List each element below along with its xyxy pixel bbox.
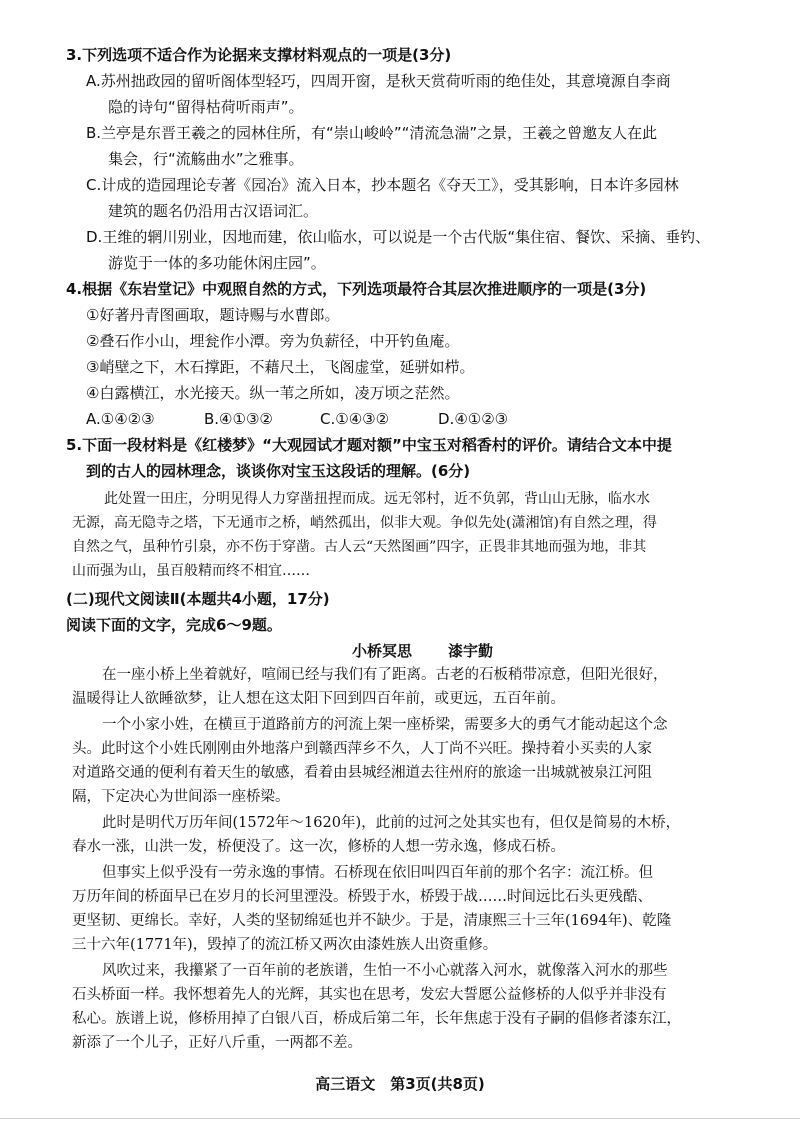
- question-4-choice-a: A.①④②③: [86, 410, 155, 428]
- question-4-choice-c: C.①④③②: [320, 410, 390, 428]
- question-4-choice-b: B.④①③②: [204, 410, 273, 428]
- page-footer: 高三语文 第3页(共8页): [315, 1075, 485, 1093]
- article-line-7: 此时是明代万历年间(1572年～1620年)，此前的过河之处其实也有，但仅是简易的木桥，: [102, 815, 681, 831]
- article-line-11: 更坚韧、更绵长。幸好，人类的坚韧绵延也并不缺少。于是，清康熙三十三年(1694年)、乾隆: [72, 913, 672, 929]
- article-line-6: 隔，下定决心为世间添一座桥梁。: [72, 789, 290, 805]
- question-4-stem: 4.根据《东岩堂记》中观照自然的方式，下列选项最符合其层次推进顺序的一项是(3分): [66, 280, 647, 298]
- question-5-stem-line-2: 到的古人的园林理念，谈谈你对宝玉这段话的理解。(6分): [86, 462, 471, 480]
- article-title: 小桥冥思: [352, 642, 413, 660]
- question-4-item-3: ③峭壁之下，木石撑距，不藉尺土，飞阁虚堂，延骈如栉。: [86, 358, 475, 376]
- question-3-option-d-line-2: 游览于一体的多功能休闲庄园”。: [108, 254, 326, 272]
- article-line-3: 一个小家小姓，在横亘于道路前方的河流上架一座桥梁，需要多大的勇气才能动起这个念: [102, 717, 668, 733]
- footer-divider: [0, 1118, 800, 1119]
- question-3-option-a-line-1: A.苏州拙政园的留听阁体型轻巧，四周开窗，是秋天赏荷听雨的绝佳处，其意境源自李商: [86, 72, 671, 90]
- question-3-option-b-line-1: B.兰亭是东晋王羲之的园林住所，有“崇山峻岭”“清流急湍”之景，王羲之曾邀友人在此: [86, 124, 658, 142]
- question-5-stem-line-1: 5.下面一段材料是《红楼梦》“大观园试才题对额”中宝玉对稻香村的评价。请结合文本中提: [66, 436, 672, 454]
- article-line-13: 风吹过来，我攥紧了一百年前的老族谱，生怕一不小心就落入河水，就像落入河水的那些: [102, 963, 668, 979]
- section-heading: (二)现代文阅读Ⅱ(本题共4小题，17分): [66, 590, 330, 608]
- article-line-16: 新添了一个儿子，正好八斤重，一两都不差。: [72, 1035, 362, 1051]
- article-line-1: 在一座小桥上坐着就好，喧闹已经与我们有了距离。古老的石板稍带凉意，但阳光很好，: [102, 667, 668, 683]
- section-instruction: 阅读下面的文字，完成6～9题。: [66, 616, 282, 634]
- article-line-10: 万历年间的桥面早已在岁月的长河里湮没。桥毁于水，桥毁于战……时间远比石头更残酷、: [72, 889, 652, 905]
- article-line-15: 私心。族谱上说，修桥用掉了白银八百，桥成后第二年，长年焦虑于没有子嗣的倡修者漆东江，: [72, 1011, 681, 1027]
- article-line-14: 石头桥面一样。我怀想着先人的光辉，其实也在思考，发宏大誓愿公益修桥的人似乎并非没有: [72, 987, 667, 1003]
- question-3-option-a-line-2: 隐的诗句“留得枯荷听雨声”。: [108, 98, 304, 116]
- article-line-9: 但事实上似乎没有一劳永逸的事情。石桥现在依旧叫四百年前的那个名字：流江桥。但: [102, 865, 653, 881]
- question-4-choice-d: D.④①②③: [438, 410, 509, 428]
- question-3-option-b-line-2: 集会，行“流觞曲水”之雅事。: [108, 150, 304, 168]
- article-line-5: 对道路交通的便利有着天生的敏感，看着由县城经湘道去往州府的旅途一出城就被泉江河阻: [72, 765, 652, 781]
- question-3-option-c-line-2: 建筑的题名仍沿用古汉语词汇。: [108, 202, 319, 220]
- article-line-2: 温暖得让人欲睡欲梦，让人想在这太阳下回到四百年前，或更远，五百年前。: [72, 691, 565, 707]
- question-3-option-c-line-1: C.计成的造园理论专著《园冶》流入日本，抄本题名《夺天工》，受其影响，日本许多园林: [86, 176, 679, 194]
- article-line-8: 春水一涨，山洪一发，桥便没了。这一次，修桥的人想一劳永逸，修成石桥。: [72, 839, 565, 855]
- question-3-stem: 3.下列选项不适合作为论据来支撑材料观点的一项是(3分): [66, 46, 452, 64]
- question-5-quote-line-4: 山而强为山，虽百般精而终不相宜……: [72, 563, 310, 579]
- question-4-item-4: ④白露横江，水光接天。纵一苇之所如，凌万顷之茫然。: [86, 384, 460, 402]
- question-5-quote-line-2: 无源，高无隐寺之塔，下无通市之桥，峭然孤出，似非大观。争似先处(潇湘馆)有自然之理，得: [72, 515, 657, 531]
- question-5-quote-line-1: 此处置一田庄，分明见得人力穿凿扭捏而成。远无邻村，近不负郭，背山山无脉，临水水: [104, 491, 650, 507]
- article-line-4: 头。此时这个小姓氏刚刚由外地落户到赣西萍乡不久，人丁尚不兴旺。操持着小买卖的人家: [72, 741, 652, 757]
- question-5-quote-line-3: 自然之气，虽种竹引泉，亦不伤于穿凿。古人云“天然图画”四字，正畏非其地而强为地，非其: [72, 539, 647, 555]
- question-4-item-1: ①好著丹青图画取，题诗赐与水曹郎。: [86, 306, 340, 324]
- article-author: 漆宇勤: [448, 642, 494, 660]
- article-line-12: 三十六年(1771年)，毁掉了的流江桥又两次由漆姓族人出资重修。: [72, 937, 498, 953]
- question-4-item-2: ②叠石作小山，埋瓮作小潭。旁为负薪径，中开钓鱼庵。: [86, 332, 460, 350]
- question-3-option-d-line-1: D.王维的辋川别业，因地而建，依山临水，可以说是一个古代版“集住宿、餐饮、采摘、垂钓、: [86, 228, 711, 246]
